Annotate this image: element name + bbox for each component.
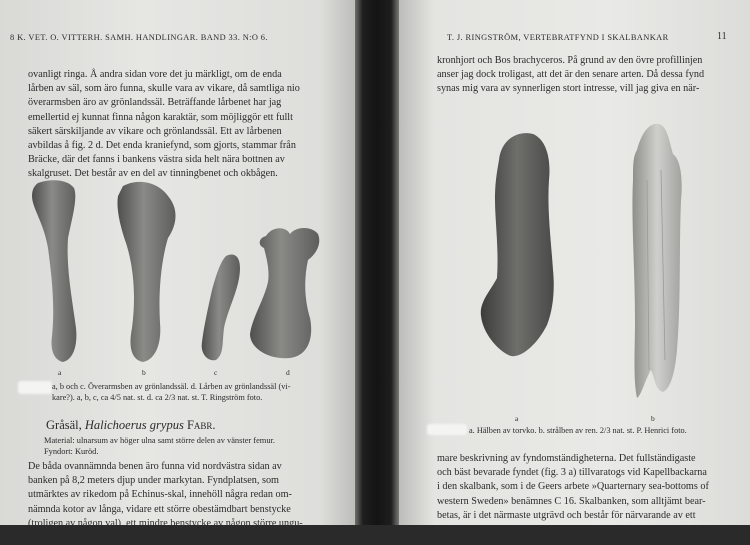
- bone-radius-b-icon: [632, 124, 681, 398]
- redaction-patch: [427, 424, 467, 435]
- bone-humerus-a-icon: [32, 180, 76, 362]
- figure-3-caption: a. Hälben av torvko. b. strålben av ren. 2/3 nat. st. P. Henrici foto.: [469, 426, 687, 435]
- right-page: [399, 0, 750, 536]
- text-line: lat samt skalgrus med talrika...: [28, 532, 153, 544]
- text-line: nämnda kotor av långa, vidare ett större obestämdbart benstycke: [28, 503, 291, 515]
- text-line: skalgruset. Det består av en del av tinningbenet och okbågen.: [28, 168, 278, 180]
- bone-humerus-b-icon: [117, 182, 175, 362]
- right-top-paragraph: [437, 54, 704, 97]
- section-common-name: Gråsäl,: [46, 418, 82, 432]
- text-line: och bäst bevarade fyndet (fig. 3 a) tillvaratogs vid Kapellbackarna: [437, 467, 707, 479]
- text-line: ovanligt ringa. Å andra sidan vore det ju märkligt, om de enda: [28, 69, 282, 80]
- redaction-patch: [18, 381, 52, 394]
- text-line: synas mig vara av synnerligen stort intresse, vill jag giva en när-: [437, 83, 700, 95]
- figure-3-photo: [477, 120, 707, 423]
- caption-line: a, b och c. Överarmsben av grönlandssäl. d. Lårben av grönlandssäl (vi-: [52, 382, 291, 391]
- right-bottom-paragraph: [437, 452, 709, 537]
- left-bottom-paragraph: [28, 460, 303, 545]
- text-line: i den skalbank, som i de Geers arbete »Quarternary sea-bottoms of: [437, 481, 709, 493]
- text-line: säkert särskiljande av vikare och grönlandssäl. Ett av lårbenen: [28, 125, 282, 137]
- section-title-grasal: [46, 418, 216, 433]
- left-page: [0, 0, 355, 544]
- caption-line: kare?). a, b, c, ca 4/5 nat. st. d. ca 2/3 nat. st. T. Ringström foto.: [52, 393, 263, 402]
- figure-letter-b: b: [142, 368, 146, 377]
- text-line: kronhjort och Bos brachyceros. På grund av den övre profillinjen: [437, 55, 703, 66]
- figure-letter-d: d: [286, 368, 290, 377]
- figure-2-caption: [52, 381, 290, 403]
- text-line: betas, är i det närmaste utgrävd och består för närvarande av ett: [437, 509, 696, 521]
- text-line: mare beskrivning av fyndomständigheterna. Det fullständigaste: [437, 453, 696, 464]
- book-gutter: [355, 0, 399, 525]
- section-latin-name: Halichoerus grypus: [84, 418, 184, 432]
- text-line: utmärktes av rikedom på Echinus-skal, innehöll några redan om-: [28, 489, 292, 501]
- left-top-paragraph: [28, 68, 300, 182]
- text-line: avbildas å fig. 2 d. Det enda kraniefynd, som gjorts, stammar från: [28, 140, 296, 152]
- text-line: banken på 8,2 meters djup under markytan. Fyndplatsen, som: [28, 475, 279, 487]
- text-line: (troligen av någon val), ett mindre benstycke av någon större ungu-: [28, 517, 303, 529]
- bone-humerus-c-icon: [202, 255, 240, 361]
- figure-letter-b: b: [651, 414, 655, 423]
- text-line: emellertid ej kunnat finna någon karaktär, som möjliggör ett fullt: [28, 111, 293, 123]
- text-line: western Sweden» benämnes C 16. Skalbanken, som alltjämt bear-: [437, 495, 706, 507]
- material-note: Material: ulnarsum av höger ulna samt större delen av vänster femur.: [44, 436, 275, 445]
- running-head-right: T. J. RINGSTRÖM, VERTEBRATFYND I SKALBANKAR: [447, 33, 669, 42]
- text-line: överarmsben äro av grönlandssäl. Beträffande lårbenet har jag: [28, 97, 282, 109]
- page-number: 11: [717, 31, 727, 42]
- bone-femur-d-icon: [250, 228, 319, 358]
- running-head-left: 8 K. VET. O. VITTERH. SAMH. HANDLINGAR. BAND 33. N:O 6.: [10, 33, 268, 42]
- bone-heel-a-icon: [481, 133, 554, 356]
- fyndort-note: Fyndort: Kuröd.: [44, 447, 99, 456]
- text-line: lårben av säl, som äro funna, skulle vara av vikare, då samtliga nio: [28, 83, 300, 95]
- bone-figure-svg: [28, 178, 328, 368]
- figure-2-photo: [28, 178, 328, 377]
- text-line: mindre parti löpande parallellt med järnvägsbanken. Benet till-: [437, 524, 694, 536]
- figure-letter-a: a: [515, 414, 519, 423]
- text-line: anser jag dock troligast, att det är den senare arten. Då dessa fynd: [437, 69, 705, 81]
- text-line: Bräcke, där det fanns i bankens västra sida helt nära bottnen av: [28, 154, 285, 166]
- figure-letter-c: c: [214, 368, 218, 377]
- figure-letter-a: a: [58, 368, 62, 377]
- bone-figure-3-svg: [477, 120, 707, 410]
- text-line: De båda ovannämnda benen äro funna vid nordvästra sidan av: [28, 461, 282, 472]
- section-author: Fabr.: [186, 418, 216, 432]
